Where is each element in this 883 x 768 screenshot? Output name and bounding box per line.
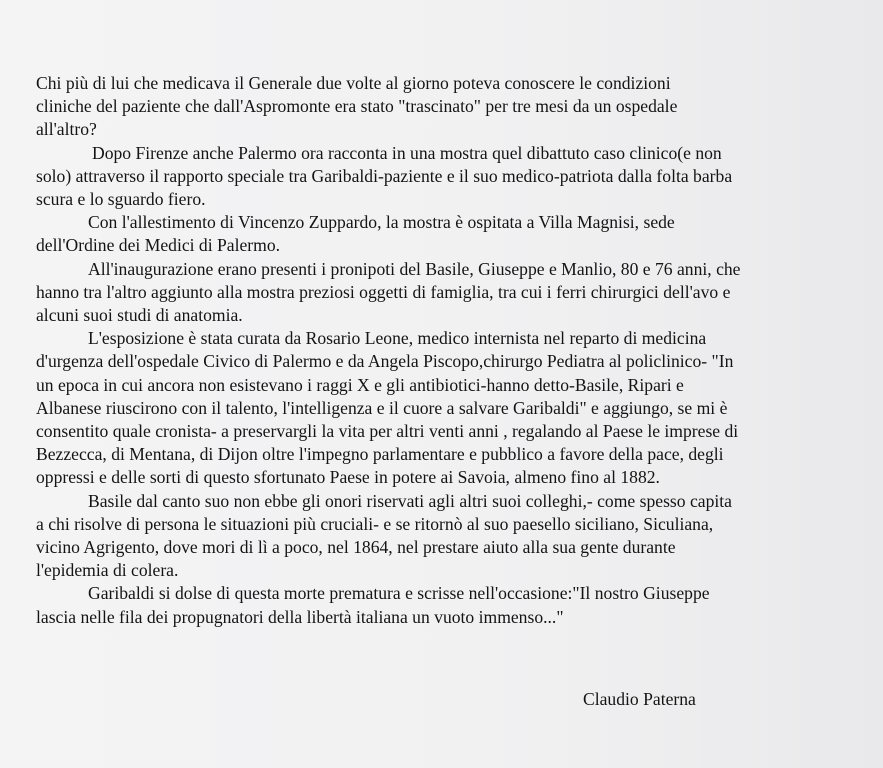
text-line: oppressi e delle sorti di questo sfortunato Paese in potere ai Savoia, almeno fino al 1882.: [36, 467, 660, 488]
text-line: dell'Ordine dei Medici di Palermo.: [36, 235, 281, 256]
text-line: consentito quale cronista- a preservargli la vita per altri venti anni , regalando al Paese le imprese di: [36, 421, 739, 442]
paragraph-1: [36, 72, 882, 142]
paragraph-3: [36, 211, 882, 257]
text-line: Dopo Firenze anche Palermo ora racconta in una mostra quel dibattuto caso clinico(e non: [92, 142, 722, 163]
text-line: alcuni suoi studi di anatomia.: [36, 305, 243, 326]
text-line: un epoca in cui ancora non esistevano i raggi X e gli antibiotici-hanno detto-Basile, Ripari e: [36, 374, 684, 395]
paragraph-2: [36, 142, 882, 212]
text-line: L'esposizione è stata curata da Rosario Leone, medico internista nel reparto di medicina: [88, 328, 707, 349]
paragraph-6: [36, 490, 882, 583]
text-line: solo) attraverso il rapporto speciale tra Garibaldi-paziente e il suo medico-patriota dalla folta barba: [36, 165, 733, 186]
text-line: vicino Agrigento, dove mori di lì a poco, nel 1864, nel prestare aiuto alla sua gente durante: [36, 537, 676, 558]
author-signature: Claudio Paterna: [583, 689, 696, 709]
paragraph-7: [36, 582, 882, 628]
text-line: Con l'allestimento di Vincenzo Zuppardo, la mostra è ospitata a Villa Magnisi, sede: [88, 212, 675, 233]
article-body: [36, 72, 882, 629]
text-line: cliniche del paziente che dall'Aspromonte era stato "trascinato" per tre mesi da un ospedale: [36, 96, 678, 117]
text-line: scura e lo sguardo fiero.: [36, 189, 206, 210]
text-line: all'altro?: [36, 119, 97, 140]
paragraph-4: [36, 258, 882, 328]
text-line: hanno tra l'altro aggiunto alla mostra preziosi oggetti di famiglia, tra cui i ferri chirurgici dell'avo e: [36, 281, 731, 302]
text-line: l'epidemia di colera.: [36, 560, 179, 581]
text-line: Albanese riuscirono con il talento, l'intelligenza e il cuore a salvare Garibaldi" e aggiungo, se mi è: [36, 397, 728, 418]
text-line: d'urgenza dell'ospedale Civico di Palermo e da Angela Piscopo,chirurgo Pediatra al policlinico- "In: [36, 351, 734, 372]
text-line: Basile dal canto suo non ebbe gli onori riservati agli altri suoi colleghi,- come spesso capita: [88, 490, 732, 511]
text-line: lascia nelle fila dei propugnatori della libertà italiana un vuoto immenso...": [36, 606, 564, 627]
text-line: Bezzecca, di Mentana, di Dijon oltre l'impegno parlamentare e pubblico a favore della pace, degli: [36, 444, 724, 465]
text-line: All'inaugurazione erano presenti i pronipoti del Basile, Giuseppe e Manlio, 80 e 76 anni, che: [88, 258, 741, 279]
text-line: Garibaldi si dolse di questa morte prematura e scrisse nell'occasione:"Il nostro Giuseppe: [88, 583, 710, 604]
paragraph-5: [36, 327, 882, 489]
text-line: a chi risolve di persona le situazioni più cruciali- e se ritornò al suo paesello siciliano, Siculiana,: [36, 513, 714, 534]
text-line: Chi più di lui che medicava il Generale due volte al giorno poteva conoscere le condizioni: [36, 73, 671, 93]
